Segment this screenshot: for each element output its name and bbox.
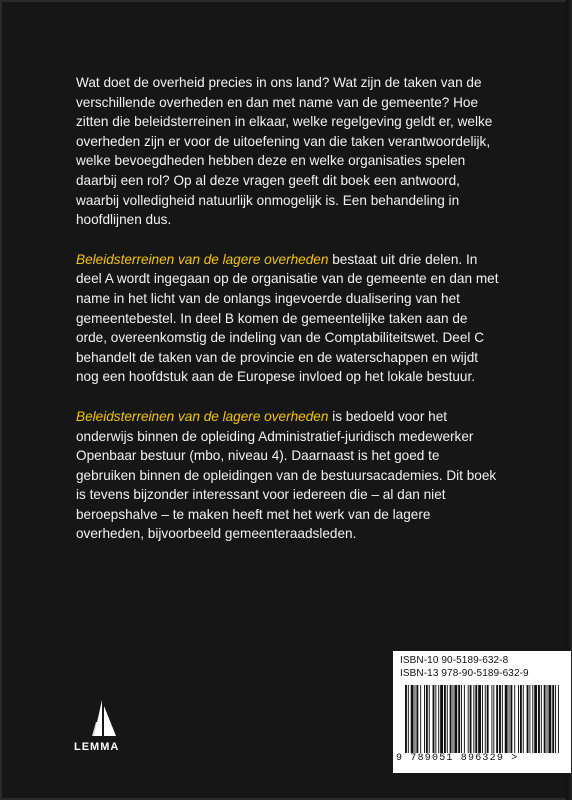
barcode-bar <box>544 685 546 753</box>
barcode-bar <box>416 685 418 753</box>
barcode-bar <box>505 685 508 753</box>
barcode-bar <box>482 685 483 753</box>
isbn-barcode-label <box>393 651 571 773</box>
blurb-paragraph-3 <box>76 407 502 544</box>
barcode-bar <box>499 685 501 753</box>
barcode-digits: 9 789051 896329 > <box>396 753 519 764</box>
barcode-bar <box>438 685 439 753</box>
paragraph-3-text: is bedoeld voor het onderwijs binnen de opleiding Administratief-juridisch medewerker Openbaar bestuur (mbo, niveau 4). Daarnaast is het goed te gebruiken binnen de opleidingen van de bestuursacademies. Dit boek is tevens bijzonder interessant voor iedereen die – al dan niet beroepshalve – te maken heeft met het werk van de lagere overheden, bijvoorbeeld gemeenteraadsleden. <box>76 408 497 542</box>
barcode-bar <box>435 685 436 753</box>
barcode-bar <box>453 685 454 753</box>
barcode-bar <box>475 685 477 753</box>
barcode-bar <box>408 685 409 753</box>
barcode-bar <box>493 685 494 753</box>
barcode-bar <box>510 685 512 753</box>
paragraph-1-text: Wat doet de overheid precies in ons land? Wat zijn de taken van de verschillende overheden en dan met name van de gemeente? Hoe zitten die beleidsterreinen in elkaar, welke regelgeving geldt er, welke overheden zijn er voor de uitoefening van die taken verantwoordelijk, welke bevoegdheden hebben deze en welke organisaties spelen daarbij een rol? Op al deze vragen geeft dit boek een antwoord, waarbij volledigheid natuurlijk onmogelijk is. Een behandeling in hoofdlijnen dus. <box>76 75 493 228</box>
barcode-bar <box>547 685 548 753</box>
barcode-bar <box>447 685 448 753</box>
blurb-paragraph-2 <box>76 250 502 387</box>
barcode-bar <box>520 685 522 753</box>
barcode-bar <box>532 685 533 753</box>
barcode-bar <box>485 685 486 753</box>
barcode-bar <box>470 685 472 753</box>
publisher-name: LEMMA <box>74 741 120 753</box>
barcode-bar <box>429 685 430 753</box>
barcode-bar <box>424 685 425 753</box>
barcode-bar <box>464 685 465 753</box>
barcode-bar <box>523 685 524 753</box>
isbn-13: ISBN-13 978-90-5189-632-9 <box>400 668 529 679</box>
barcode-bar <box>552 685 554 753</box>
barcode-bar <box>444 685 446 753</box>
barcode-bar <box>502 685 503 753</box>
barcode-bar <box>411 685 414 753</box>
barcode-bar <box>478 685 481 753</box>
barcode-bar <box>509 685 510 753</box>
barcode-bar <box>491 685 492 753</box>
barcode-bar <box>527 685 529 753</box>
barcode-bar <box>548 685 551 753</box>
blurb-text <box>76 73 502 564</box>
blurb-paragraph-1 <box>76 73 502 230</box>
barcode-bar <box>440 685 443 753</box>
barcode-bar <box>473 685 474 753</box>
barcode-bar <box>518 685 519 753</box>
barcode-bar <box>538 685 540 753</box>
barcode-bar <box>558 685 559 753</box>
barcode-bar <box>555 685 556 753</box>
barcode-bar <box>487 685 489 753</box>
barcode-bar <box>454 685 457 753</box>
barcode-bar <box>405 685 407 753</box>
book-title-highlight: Beleidsterreinen van de lagere overheden <box>76 408 329 424</box>
book-title-highlight: Beleidsterreinen van de lagere overheden <box>76 251 329 267</box>
barcode-bar <box>529 685 530 753</box>
barcode-bar <box>541 685 542 753</box>
barcode-bar <box>433 685 435 753</box>
barcode <box>403 685 563 753</box>
barcode-bar <box>534 685 537 753</box>
barcode-bar <box>420 685 421 753</box>
barcode-bar <box>458 685 460 753</box>
isbn-10: ISBN-10 90-5189-632-8 <box>400 655 509 666</box>
barcode-bar <box>461 685 462 753</box>
barcode-bar <box>415 685 416 753</box>
barcode-bar <box>514 685 515 753</box>
barcode-bar <box>468 685 469 753</box>
paragraph-2-text: bestaat uit drie delen. In deel A wordt ingegaan op de organisatie van de gemeente en dan met name in het licht van de onlangs ingevoerde dualisering van het gemeentebestel. In deel B komen de gemeentelijke taken aan de orde, overeenkomstig de indeling van de Comptabiliteitswet. Deel C behandelt de taken van de provincie en de waterschappen en wijdt nog een hoofdstuk aan de Europese invloed op het lokale bestuur. <box>76 251 499 385</box>
barcode-bar <box>496 685 498 753</box>
barcode-bar <box>450 685 452 753</box>
barcode-bar <box>426 685 428 753</box>
